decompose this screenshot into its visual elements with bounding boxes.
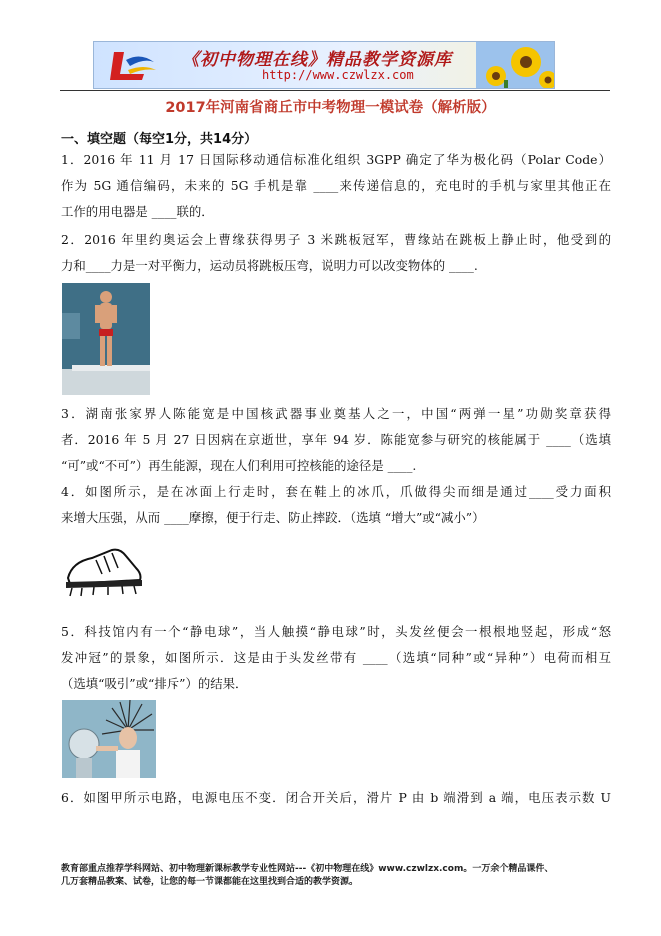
question-3-line-2: 者．2016 年 5 月 27 日因病在京逝世，享年 94 岁．陈能宽参与研究的核能属于 ____（选填 <box>61 432 611 447</box>
question-1-line-1: 1．2016 年 11 月 17 日国际移动通信标准化组织 3GPP 确定了华为极化码（Polar Code） <box>61 152 611 167</box>
question-5-line-1: 5．科技馆内有一个“静电球”，当人触摸“静电球”时，头发丝便会一根根地竖起，形成“怒 <box>61 624 611 639</box>
question-1-line-2: 作为 5G 通信编码，未来的 5G 手机是靠 ____来传递信息的，充电时的手机与家里其他正在 <box>61 178 611 193</box>
section-heading: 一、填空题（每空1分，共14分） <box>61 132 258 147</box>
question-4-line-2: 来增大压强，从而 ____摩擦，便于行走、防止摔跤．（选填 “增大”或“减小”） <box>61 510 485 525</box>
page-title: 2017年河南省商丘市中考物理一模试卷（解析版） <box>165 100 496 116</box>
diver-photo <box>62 283 150 395</box>
footer-line-1: 教育部重点推荐学科网站、初中物理新课标教学专业性网站---《初中物理在线》www.czwlzx.com。一万余个精品课件、 <box>61 864 554 874</box>
question-6-line-1: 6．如图甲所示电路，电源电压不变．闭合开关后，滑片 P 由 b 端滑到 a 端，电压表示数 U <box>61 790 611 805</box>
header-banner <box>93 41 555 89</box>
question-3-line-1: 3．湖南张家界人陈能宽是中国核武器事业奠基人之一，中国“两弹一星”功勋奖章获得 <box>61 406 611 421</box>
site-logo-icon <box>100 46 160 84</box>
question-5-line-3: （选填“吸引”或“排斥”）的结果． <box>61 676 248 691</box>
question-3-line-3: “可”或“不可”）再生能源，现在人们利用可控核能的途径是 ____. <box>61 458 417 473</box>
banner-title: 《初中物理在线》精品教学资源库 <box>182 50 452 70</box>
footer-line-2: 几万套精品教案、试卷，让您的每一节课都能在这里找到合适的教学资源。 <box>61 877 359 887</box>
question-2-line-2: 力和____力是一对平衡力，运动员将跳板压弯，说明力可以改变物体的 ____. <box>61 258 478 273</box>
page-footer <box>61 863 611 889</box>
header-rule <box>60 90 610 91</box>
question-4-line-1: 4．如图所示，是在冰面上行走时，套在鞋上的冰爪，爪做得尖而细是通过____受力面积 <box>61 484 611 499</box>
question-1-line-3: 工作的用电器是 ____联的． <box>61 204 214 219</box>
ice-crampon-shoe-image <box>62 538 146 600</box>
question-5-line-2: 发冲冠”的景象，如图所示．这是由于头发丝带有 ____（选填“同种”或“异种”）电荷而相互 <box>61 650 611 665</box>
sunflower-icon <box>476 42 554 88</box>
question-2-line-1: 2．2016 年里约奥运会上曹缘获得男子 3 米跳板冠军，曹缘站在跳板上静止时，他受到的 <box>61 232 611 247</box>
banner-url[interactable]: http://www.czwlzx.com <box>262 68 414 82</box>
static-electricity-hair-photo <box>62 700 156 778</box>
